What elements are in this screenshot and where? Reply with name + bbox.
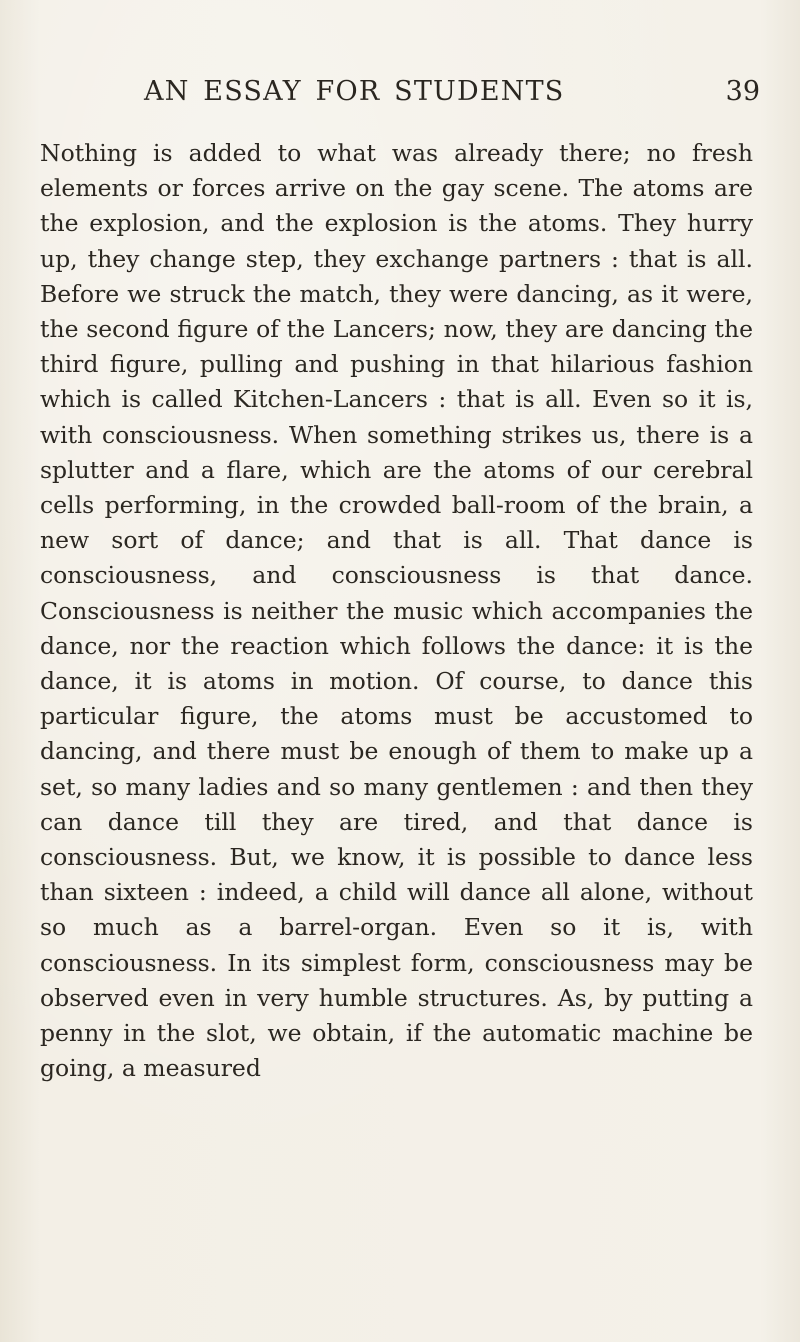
running-head xyxy=(40,76,760,116)
page-number: 39 xyxy=(725,76,760,107)
body-paragraph: Nothing is added to what was already there; no fresh elements or forces arrive on the gay scene. The atoms are the explosion, and the explosion is the atoms. They hurry up, they change step, they exchange partners : that is all. Before we struck the match, they were dancing, as it were, the second figure of the Lancers; now, they are dancing the third figure, pulling and pushing in that hilarious fashion which is called Kitchen-Lancers : that is all. Even so it is, with consciousness. When something strikes us, there is a splutter and a flare, which are the atoms of our cerebral cells performing, in the crowded ball-room of the brain, a new sort of dance; and that is all. That dance is consciousness, and consciousness is that dance. Consciousness is neither the music which accompanies the dance, nor the reaction which follows the dance: it is the dance, it is atoms in motion. Of course, to dance this particular figure, the atoms must be accustomed to dancing, and there must be enough of them to make up a set, so many ladies and so many gentlemen : and then they can dance till they are tired, and that dance is consciousness. But, we know, it is possible to dance less than sixteen : indeed, a child will dance all alone, without so much as a barrel-organ. Even so it is, with consciousness. In its simplest form, consciousness may be observed even in very humble structures. As, by putting a penny in the slot, we obtain, if the automatic machine be going, a measured xyxy=(40,139,753,1083)
running-title: AN ESSAY FOR STUDENTS xyxy=(144,76,565,107)
